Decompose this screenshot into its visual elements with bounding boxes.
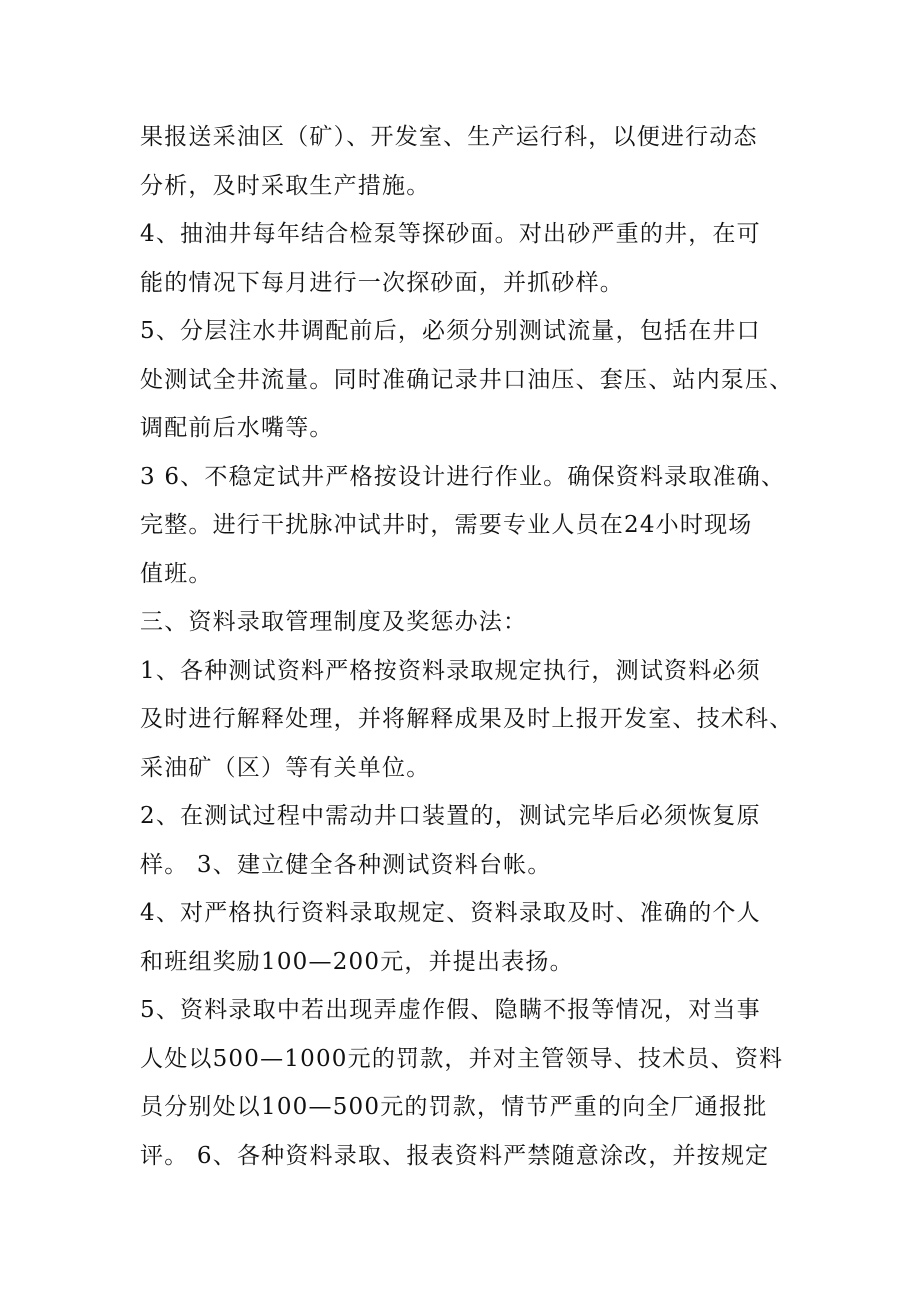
text-line: 及时进行解释处理，并将解释成果及时上报开发室、技术科、	[140, 706, 794, 732]
text-line: 和班组奖励100—200元，并提出表扬。	[140, 948, 574, 975]
text-line: 分析，及时采取生产措施。	[140, 172, 431, 199]
text-line: 评。 6、各种资料录取、报表资料严禁随意涂改，并按规定	[140, 1142, 770, 1169]
text-line: 5、资料录取中若出现弄虚作假、隐瞒不报等情况，对当事	[140, 997, 761, 1023]
text-line: 采油矿（区）等有关单位。	[140, 754, 431, 781]
text-line: 果报送采油区（矿）、开发室、生产运行科，以便进行动态	[140, 124, 758, 150]
text-line: 1、各种测试资料严格按资料录取规定执行，测试资料必须	[140, 657, 761, 684]
text-line: 样。 3、建立健全各种测试资料台帐。	[140, 851, 552, 878]
text-line: 值班。	[140, 560, 213, 587]
text-line: 人处以500—1000元的罚款，并对主管领导、技术员、资料	[140, 1045, 784, 1072]
text-line: 员分别处以100—500元的罚款，情节严重的向全厂通报批	[140, 1094, 768, 1120]
text-line: 调配前后水嘴等。	[140, 415, 334, 441]
text-line: 2、在测试过程中需动井口装置的，测试完毕后必须恢复原	[140, 803, 761, 829]
text-line: 5、分层注水井调配前后，必须分别测试流量，包括在井口	[140, 318, 761, 344]
text-line: 3 6、不稳定试井严格按设计进行作业。确保资料录取准确、	[140, 463, 786, 490]
section-heading: 三、资料录取管理制度及奖惩办法：	[140, 609, 528, 635]
text-line: 能的情况下每月进行一次探砂面，并抓砂样。	[140, 269, 624, 296]
text-line: 处测试全井流量。同时准确记录井口油压、套压、站内泵压、	[140, 366, 794, 393]
text-line: 完整。进行干扰脉冲试井时，需要专业人员在24小时现场	[140, 512, 753, 538]
document-body	[140, 113, 794, 1180]
text-line: 4、抽油井每年结合检泵等探砂面。对出砂严重的井，在可	[140, 221, 761, 247]
text-line: 4、对严格执行资料录取规定、资料录取及时、准确的个人	[140, 900, 761, 926]
